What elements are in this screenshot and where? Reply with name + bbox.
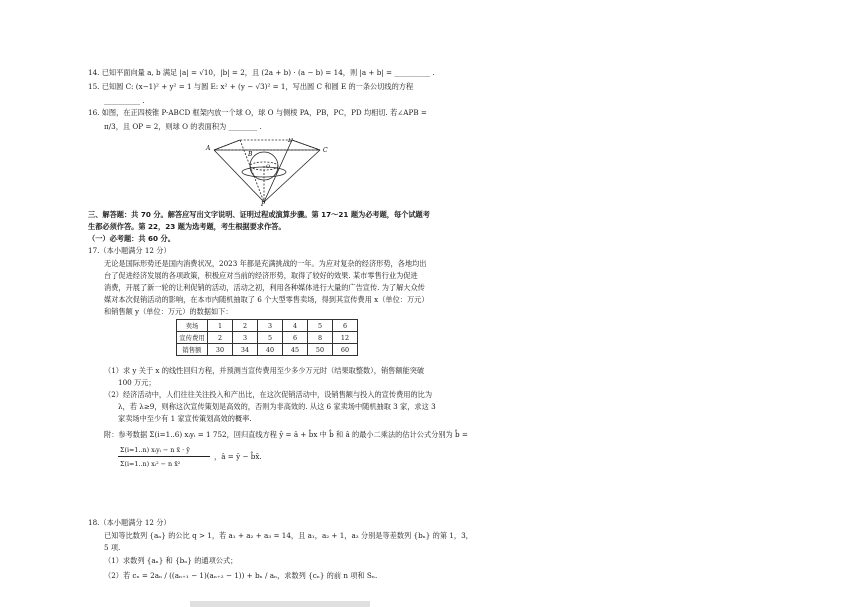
- q17-text-1: 无论是国际形势还是国内消费状况，2023 年都是充满挑战的一年。为应对复杂的经济形势，各地均出: [104, 259, 427, 268]
- q17-sub2-cont: λ，若 λ≥9，则称这次宣传策划是高效的，否则为非高效的. 从这 6 家卖场中随机抽取 3 家，求这 3: [118, 402, 436, 411]
- table-cell: 卖场: [177, 320, 208, 332]
- table-cell: 3: [233, 332, 258, 344]
- table-cell: 2: [233, 320, 258, 332]
- label-a: A: [206, 145, 211, 152]
- label-p: P: [261, 201, 266, 206]
- question-16: 16. 如图，在正四棱锥 P-ABCD 框架内放一个球 O，球 O 与侧棱 PA，PB，PC，PD 均相切. 若∠APB =: [88, 108, 427, 117]
- section-3-header: 三、解答题：共 70 分。解答应写出文字说明、证明过程或演算步骤。第 17～21 题为必考题，每个试题考: [88, 210, 430, 219]
- q18-sub2: （2）若 cₙ = 2aₙ / ((aₙ₊₁ − 1)(aₙ₊₂ − 1)) + bₙ / aₙ，求数列 {cₙ} 的前 n 项和 Sₙ.: [104, 571, 378, 580]
- label-c: C: [323, 147, 328, 154]
- formula-numerator: Σ(i=1..n) xᵢyᵢ − n x̄ · ȳ: [120, 446, 190, 454]
- question-15: 15. 已知圆 C: (x−1)² + y² = 1 与圆 E: x² + (y − √3)² = 1，写出圆 C 和圆 E 的一条公切线的方程: [88, 82, 414, 91]
- q17-text-5: 和销售额 y（单位：万元）的数据如下：: [104, 307, 233, 316]
- table-cell: 5: [308, 320, 333, 332]
- table-cell: 2: [208, 332, 233, 344]
- table-cell: 6: [283, 332, 308, 344]
- q18-text-cont: 5 项.: [104, 543, 121, 552]
- table-cell: 34: [233, 344, 258, 356]
- question-14: 14. 已知平面向量 a, b 满足 |a| = √10，|b| = 2，且 (2a + b) · (a − b) = 14，则 |a + b| = __________ .: [88, 68, 435, 77]
- table-cell: 60: [333, 344, 358, 356]
- question-15-blank: __________ .: [104, 96, 145, 105]
- table-cell: 5: [258, 332, 283, 344]
- q17-text-4: 媒对本次促销活动的影响，在本市内随机抽取了 6 个大型零售卖场，得到其宣传费用 x（单位：万元）: [104, 295, 429, 304]
- q17-sub2-cont2: 家卖场中至少有 1 家宣传策划高效的概率.: [118, 414, 252, 423]
- required-section: （一）必考题：共 60 分。: [88, 234, 175, 243]
- question-18-head: 18.（本小题满分 12 分）: [88, 518, 171, 527]
- q17-sub1-cont: 100 万元；: [118, 378, 156, 387]
- question-16-cont: π/3，且 OP = 2，则球 O 的表面积为 ________ .: [104, 122, 262, 131]
- table-row: [177, 332, 358, 344]
- table-cell: 40: [258, 344, 283, 356]
- page-footer-mark: [190, 601, 370, 607]
- table-cell: 3: [258, 320, 283, 332]
- table-cell: 50: [308, 344, 333, 356]
- q17-sub1: （1）求 y 关于 x 的线性回归方程，并预测当宣传费用至少多少万元时（结果取整数），销售额能突破: [104, 366, 425, 375]
- q18-text: 已知等比数列 {aₙ} 的公比 q > 1，若 a₁ + a₂ + a₃ = 14，且 a₁，a₂ + 1，a₃ 分别是等差数列 {bₙ} 的第 1，3，: [104, 531, 473, 540]
- pyramid-figure: [204, 138, 334, 206]
- question-17-head: 17.（本小题满分 12 分）: [88, 246, 171, 255]
- sales-table: [176, 319, 358, 356]
- table-cell: 销售额: [177, 344, 208, 356]
- table-cell: 30: [208, 344, 233, 356]
- label-o: O: [266, 164, 271, 170]
- label-d: D: [288, 138, 293, 144]
- table-cell: 1: [208, 320, 233, 332]
- table-row: [177, 344, 358, 356]
- formula-denominator: Σ(i=1..n) xᵢ² − n x̄²: [120, 460, 181, 468]
- label-b: B: [248, 151, 253, 158]
- section-3-header-cont: 生都必须作答。第 22，23 题为选考题，考生根据要求作答。: [88, 222, 286, 231]
- table-row: [177, 320, 358, 332]
- table-cell: 45: [283, 344, 308, 356]
- q18-sub1: （1）求数列 {aₙ} 和 {bₙ} 的通项公式；: [104, 556, 238, 565]
- fraction-bar: [118, 456, 210, 457]
- table-cell: 6: [333, 320, 358, 332]
- q17-text-3: 消费，开展了新一轮的让利促销的活动，活动之初，利用各种媒体进行大量的广告宣传. 为了解大众传: [104, 283, 425, 292]
- table-cell: 4: [283, 320, 308, 332]
- q17-text-2: 台了促进经济发展的各项政策，积极应对当前的经济形势，取得了较好的效果. 某市零售行业为促进: [104, 271, 418, 280]
- table-cell: 8: [308, 332, 333, 344]
- table-cell: 12: [333, 332, 358, 344]
- formula-tail: ，â = ȳ − b̂x̄.: [214, 452, 262, 461]
- q17-sub2: （2）经济活动中，人们往往关注投入和产出比，在这次促销活动中，设销售额与投入的宣传费用的比为: [104, 390, 433, 399]
- q17-reference: 附：参考数据 Σ(i=1..6) xᵢyᵢ = 1 752，回归直线方程 ŷ = â + b̂x 中 b̂ 和 â 的最小二乘法的估计公式分别为 b̂ =: [104, 430, 468, 439]
- table-cell: 宣传费用: [177, 332, 208, 344]
